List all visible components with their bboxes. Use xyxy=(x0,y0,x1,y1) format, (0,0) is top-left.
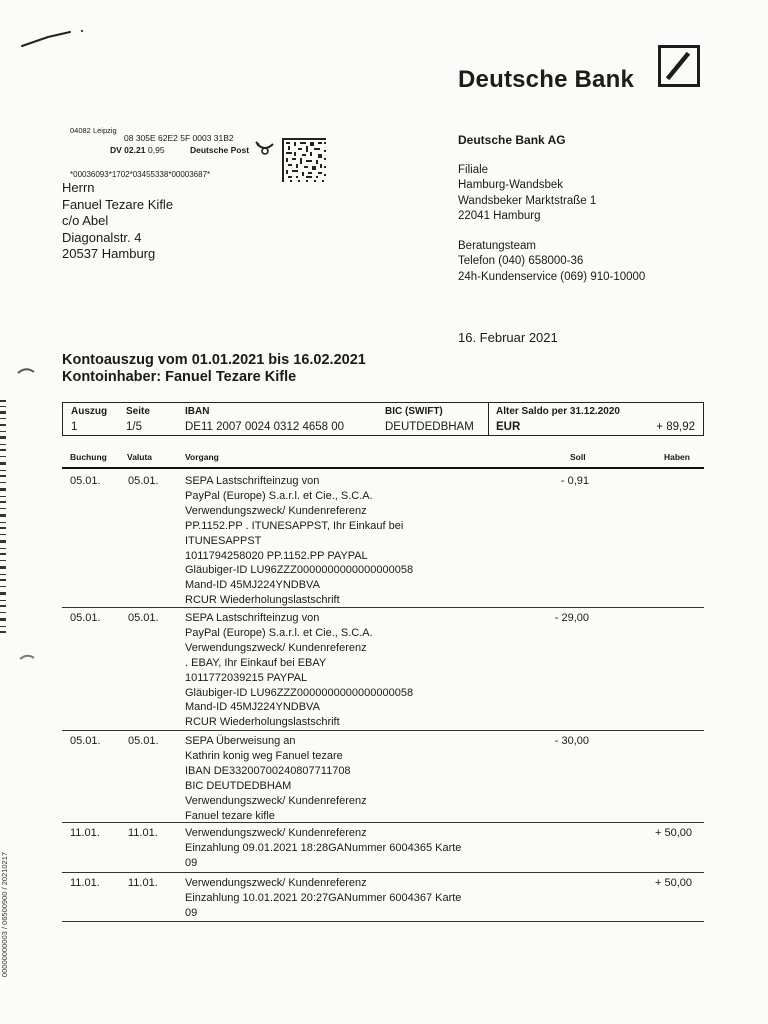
statement-title-period: Kontoauszug vom 01.01.2021 bis 16.02.2021 xyxy=(62,352,366,368)
tx-description-line: Einzahlung 09.01.2021 18:28GANummer 6004365 Karte xyxy=(185,841,462,854)
team-line: 24h-Kundenservice (069) 910-10000 xyxy=(458,270,646,283)
tx-description-line: 09 xyxy=(185,906,198,919)
col-valuta: Valuta xyxy=(127,452,153,462)
postage-barcode-text: *00036093*1702*03455338*00003687* xyxy=(70,170,211,179)
col-soll: Soll xyxy=(570,452,586,462)
branch-line: Filiale xyxy=(458,163,489,176)
tx-description xyxy=(185,474,413,608)
tx-description-line: Verwendungszweck/ Kundenreferenz xyxy=(185,504,367,517)
address-line: Diagonalstr. 4 xyxy=(62,229,142,245)
address-line: Fanuel Tezare Kifle xyxy=(62,196,174,212)
auszug-value: 1 xyxy=(71,421,78,433)
currency-value: EUR xyxy=(496,421,521,433)
tx-description-line: PayPal (Europe) S.a.r.l. et Cie., S.C.A. xyxy=(185,489,373,502)
row-rule xyxy=(62,730,704,731)
tx-description-line: 1011794258020 PP.1152.PP PAYPAL xyxy=(185,549,368,562)
tx-buchung-date: 11.01. xyxy=(70,827,100,839)
tx-valuta-date: 05.01. xyxy=(128,612,159,624)
side-barcode xyxy=(0,400,8,640)
tx-soll-amount: - 0,91 xyxy=(560,475,589,487)
recipient-address xyxy=(62,180,173,263)
tx-description-line: SEPA Lastschrifteinzug von xyxy=(185,612,320,624)
tx-description-line: PayPal (Europe) S.a.r.l. et Cie., S.C.A. xyxy=(185,626,373,639)
tx-buchung-date: 11.01. xyxy=(70,877,100,889)
address-line: c/o Abel xyxy=(62,213,109,228)
scan-punch-mark xyxy=(18,652,36,662)
tx-description-line: . EBAY, Ihr Einkauf bei EBAY xyxy=(185,656,327,669)
tx-description-line: RCUR Wiederholungslastschrift xyxy=(185,716,340,729)
tx-description-line: SEPA Lastschrifteinzug von xyxy=(185,475,320,487)
tx-description-line: 1011772039215 PAYPAL xyxy=(185,671,308,684)
iban-value: DE11 2007 0024 0312 4658 00 xyxy=(185,421,345,433)
sender-company: Deutsche Bank AG xyxy=(458,133,566,147)
address-line: 20537 Hamburg xyxy=(62,246,156,261)
tx-soll-amount: - 30,00 xyxy=(554,735,589,747)
tx-description-line: Fanuel tezare kifle xyxy=(185,809,275,822)
saldo-label: Alter Saldo per 31.12.2020 xyxy=(496,406,620,417)
tx-valuta-date: 05.01. xyxy=(128,735,159,747)
tx-description-line: Mand-ID 45MJ224YNDBVA xyxy=(185,579,320,592)
postage-code: 08 305E 62E2 5F 0003 31B2 xyxy=(124,133,234,143)
tx-description-line: Verwendungszweck/ Kundenreferenz xyxy=(185,827,367,839)
statement-title xyxy=(62,352,366,386)
col-buchung: Buchung xyxy=(70,452,107,462)
tx-description-line: Einzahlung 10.01.2021 20:27GANummer 6004367 Karte xyxy=(185,891,462,904)
tx-description xyxy=(185,826,461,871)
tx-description xyxy=(185,611,413,730)
col-haben: Haben xyxy=(664,452,690,462)
tx-valuta-date: 11.01. xyxy=(128,877,158,889)
auszug-label: Auszug xyxy=(71,406,108,417)
tx-description-line: PP.1152.PP . ITUNESAPPST, Ihr Einkauf bei xyxy=(185,519,404,532)
tx-description-line: Mand-ID 45MJ224YNDBVA xyxy=(185,701,320,714)
tx-description xyxy=(185,734,367,823)
postage-dv: DV 02.21 xyxy=(110,145,146,155)
tx-haben-amount: + 50,00 xyxy=(654,827,692,839)
tx-soll-amount: - 29,00 xyxy=(554,612,589,624)
branch-line: Wandsbeker Marktstraße 1 xyxy=(458,194,597,207)
tx-description-line: Verwendungszweck/ Kundenreferenz xyxy=(185,794,367,807)
scan-pen-mark xyxy=(18,28,88,52)
tx-description xyxy=(185,876,461,921)
summary-divider xyxy=(488,403,489,436)
statement-title-holder: Kontoinhaber: Fanuel Tezare Kifle xyxy=(62,369,297,385)
seite-label: Seite xyxy=(126,406,150,417)
bank-name: Deutsche Bank xyxy=(458,66,634,93)
tx-haben-amount: + 50,00 xyxy=(654,877,692,889)
tx-valuta-date: 05.01. xyxy=(128,475,159,487)
team-line: Telefon (040) 658000-36 xyxy=(458,255,584,267)
scan-punch-mark xyxy=(16,366,36,376)
iban-label: IBAN xyxy=(185,406,210,417)
sender-block xyxy=(458,133,645,285)
postage-price: 0,95 xyxy=(148,145,165,155)
header-rule xyxy=(62,467,704,469)
postage-brand: Deutsche Post xyxy=(190,145,250,155)
row-rule xyxy=(62,921,704,922)
seite-value: 1/5 xyxy=(126,421,142,433)
bic-value: DEUTDEDBHAM xyxy=(385,421,474,433)
branch-line: 22041 Hamburg xyxy=(458,210,541,222)
tx-description-line: Kathrin konig weg Fanuel tezare xyxy=(185,749,343,762)
tx-description-line: Verwendungszweck/ Kundenreferenz xyxy=(185,641,367,654)
bic-label: BIC (SWIFT) xyxy=(385,406,443,417)
tx-buchung-date: 05.01. xyxy=(70,475,101,487)
tx-buchung-date: 05.01. xyxy=(70,735,101,747)
tx-description-line: ITUNESAPPST xyxy=(185,534,262,547)
saldo-value: + 89,92 xyxy=(656,421,695,433)
team-line: Beratungsteam xyxy=(458,239,536,252)
address-line: Herrn xyxy=(62,180,95,195)
tx-description-line: Gläubiger-ID LU96ZZZ0000000000000000058 xyxy=(185,564,414,577)
tx-description-line: 09 xyxy=(185,856,198,869)
tx-description-line: RCUR Wiederholungslastschrift xyxy=(185,594,340,607)
tx-description-line: Gläubiger-ID LU96ZZZ0000000000000000058 xyxy=(185,686,414,699)
col-vorgang: Vorgang xyxy=(185,452,219,462)
side-reference-code: 00000000003 / 06500900 / 20210217 xyxy=(0,851,10,978)
tx-description-line: Verwendungszweck/ Kundenreferenz xyxy=(185,877,367,889)
post-horn-icon xyxy=(255,140,275,156)
branch-line: Hamburg-Wandsbek xyxy=(458,179,564,191)
tx-valuta-date: 11.01. xyxy=(128,827,158,839)
datamatrix-code-icon xyxy=(282,138,326,182)
tx-description-line: IBAN DE33200700240807711708 xyxy=(185,764,351,777)
postage-city: 04082 Leipzig xyxy=(70,126,117,135)
tx-buchung-date: 05.01. xyxy=(70,612,101,624)
statement-date: 16. Februar 2021 xyxy=(458,330,558,345)
account-summary-box xyxy=(62,402,704,436)
deutsche-bank-logo-icon xyxy=(658,45,700,87)
row-rule xyxy=(62,822,704,823)
row-rule xyxy=(62,872,704,873)
tx-description-line: BIC DEUTDEDBHAM xyxy=(185,779,292,792)
row-rule xyxy=(62,607,704,608)
tx-description-line: SEPA Überweisung an xyxy=(185,735,296,747)
